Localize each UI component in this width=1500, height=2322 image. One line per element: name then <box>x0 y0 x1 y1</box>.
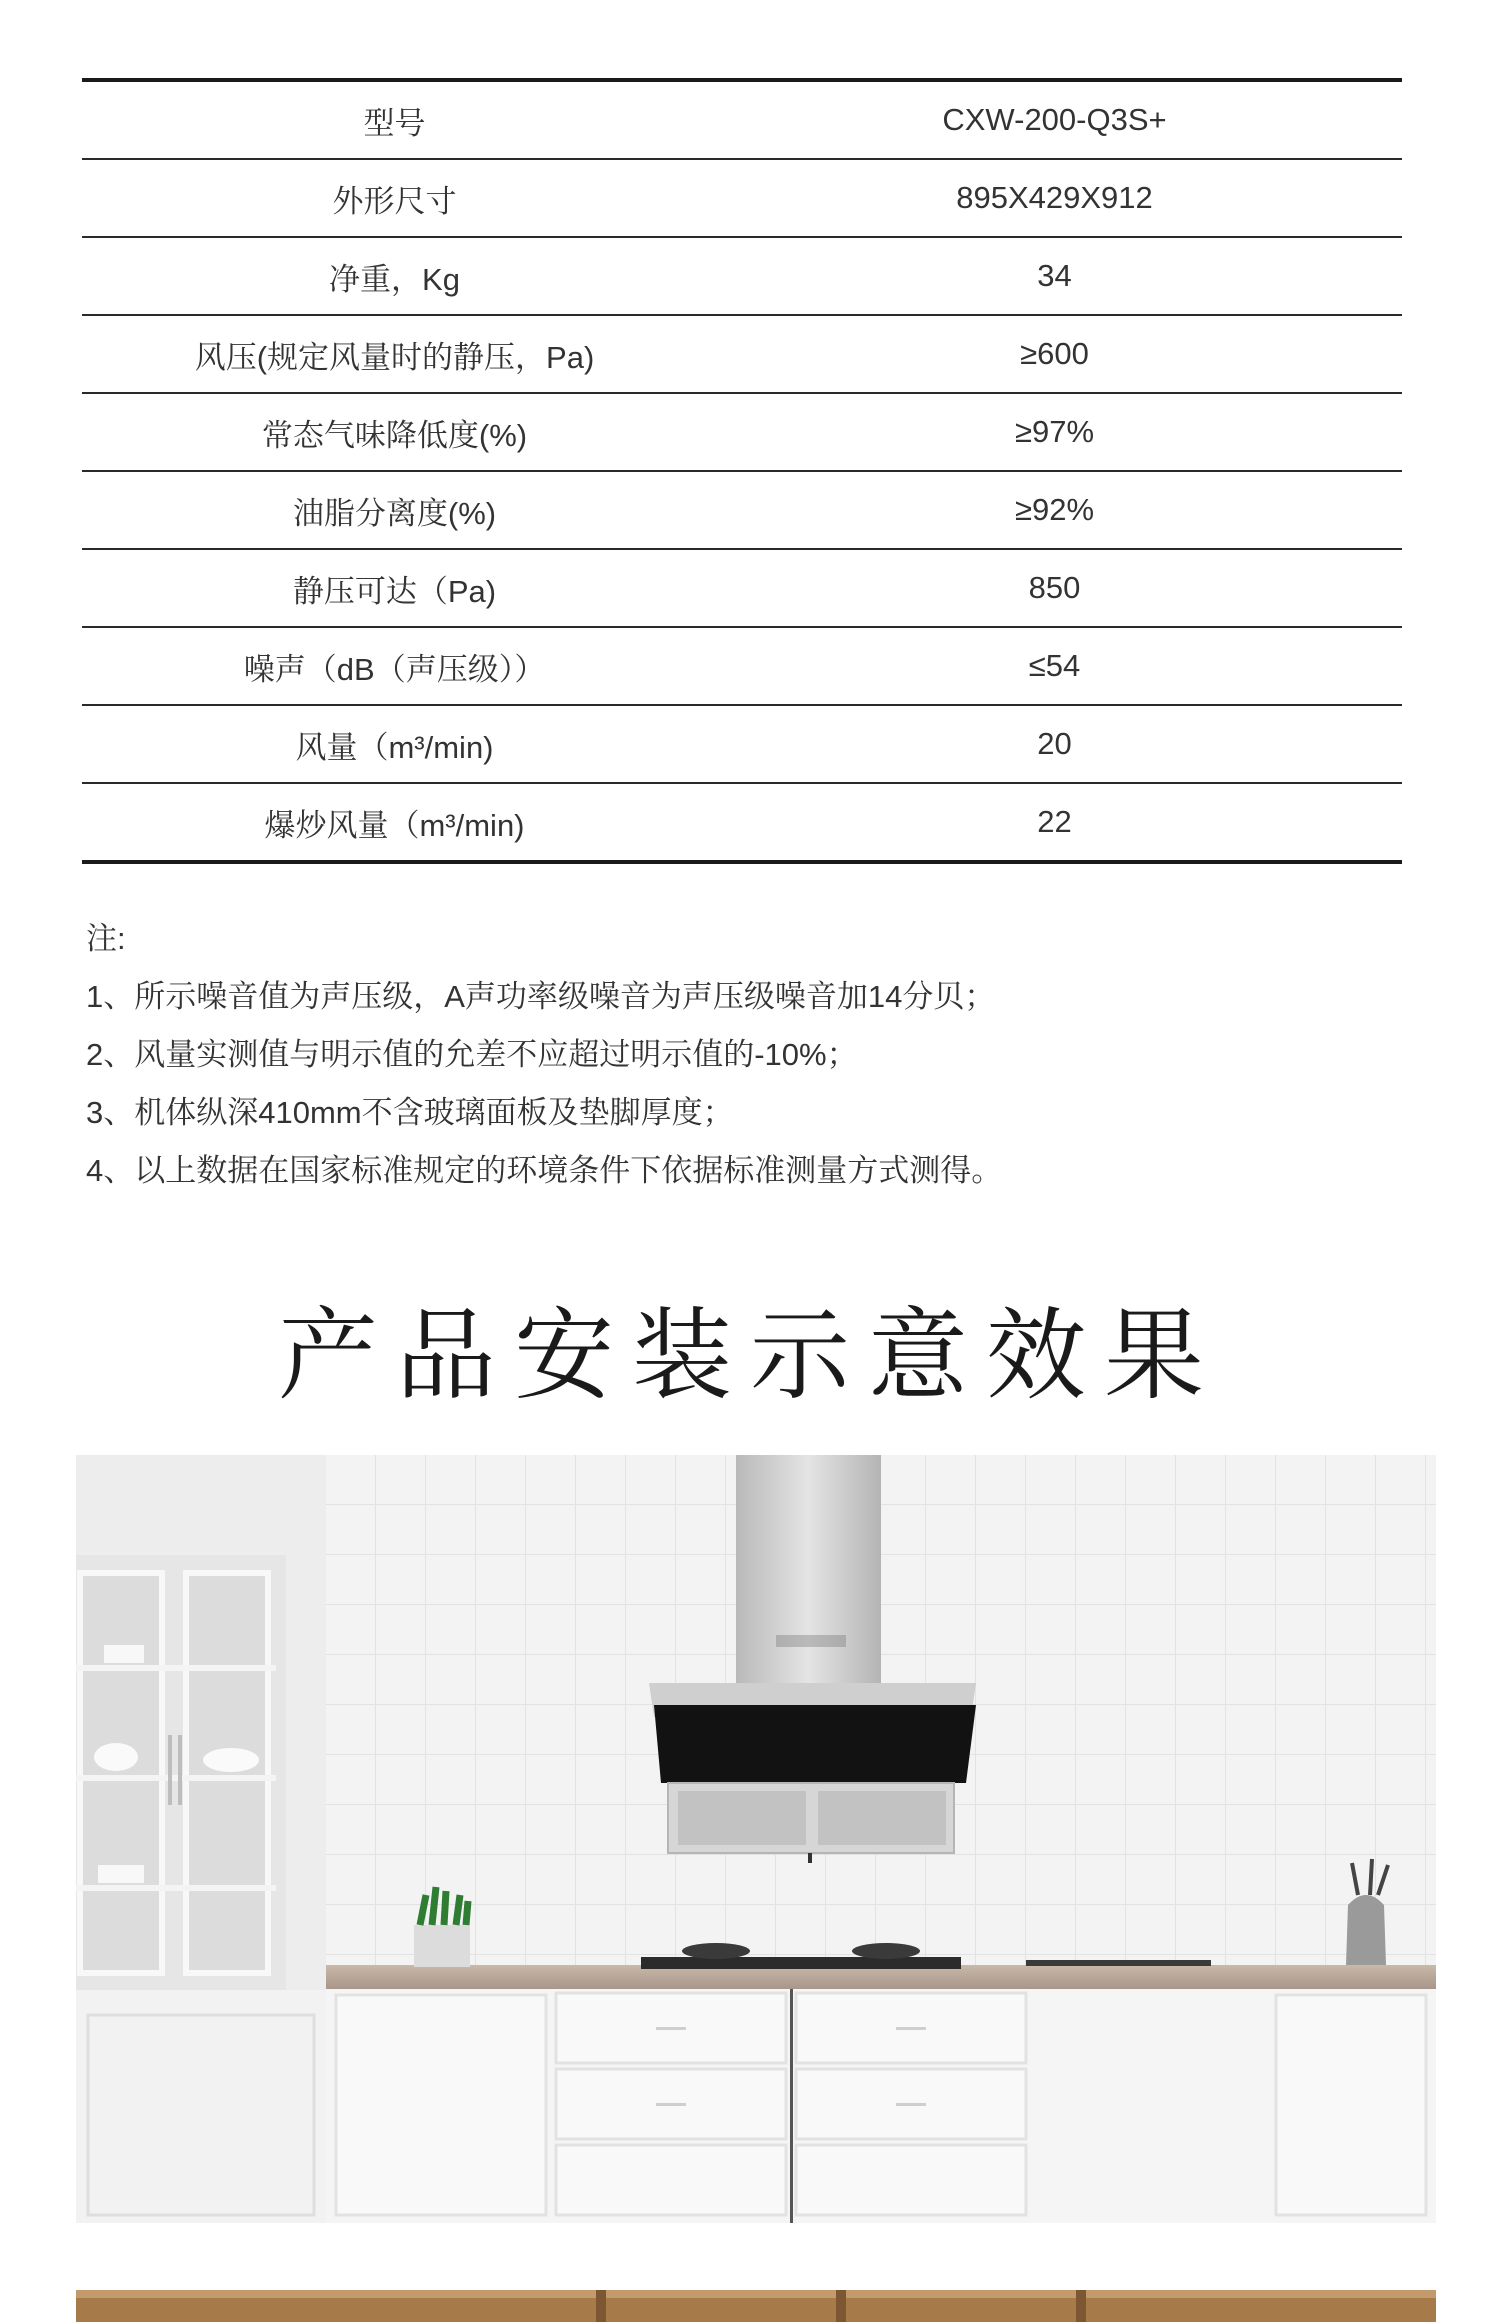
spec-table <box>82 78 1402 864</box>
notes-heading: 注: <box>86 921 126 956</box>
table-row <box>82 783 1402 862</box>
spec-value: 850 <box>707 549 1402 627</box>
spec-label: 静压可达（Pa) <box>82 549 707 627</box>
spec-value: ≤54 <box>707 627 1402 705</box>
spec-value: ≥600 <box>707 315 1402 393</box>
spec-label: 风压(规定风量时的静压，Pa) <box>82 315 707 393</box>
spec-value: 20 <box>707 705 1402 783</box>
countertop <box>326 1965 1436 2223</box>
spec-label: 风量（m³/min) <box>82 705 707 783</box>
table-row <box>82 705 1402 783</box>
kitchen-installation-image <box>76 1455 1436 2223</box>
spec-value: 895X429X912 <box>707 159 1402 237</box>
note-item: 3、机体纵深410mm不含玻璃面板及垫脚厚度； <box>86 1095 734 1130</box>
section-title: 产品安装示意效果 <box>278 1297 1222 1414</box>
note-item: 1、所示噪音值为声压级，A声功率级噪音为声压级噪音加14分贝； <box>86 979 996 1014</box>
table-row <box>82 237 1402 315</box>
spec-label: 爆炒风量（m³/min) <box>264 807 525 843</box>
table-row <box>82 159 1402 237</box>
table-row <box>82 393 1402 471</box>
table-row <box>82 80 1402 159</box>
note-item: 2、风量实测值与明示值的允差不应超过明示值的-10%； <box>86 1037 858 1072</box>
spec-label: 噪声（dB（声压级）） <box>82 627 707 705</box>
spec-label: 油脂分离度(%) <box>82 471 707 549</box>
next-image-strip <box>76 2290 1436 2322</box>
spec-value: 34 <box>707 237 1402 315</box>
table-row <box>82 627 1402 705</box>
table-row <box>82 471 1402 549</box>
spec-label: 型号 <box>82 80 707 159</box>
spec-value: ≥92% <box>707 471 1402 549</box>
note-item: 4、以上数据在国家标准规定的环境条件下依据标准测量方式测得。 <box>86 1153 1003 1188</box>
table-row <box>82 315 1402 393</box>
spec-label: 外形尺寸 <box>82 159 707 237</box>
glass-cabinet <box>76 1455 326 2223</box>
spec-label: 常态气味降低度(%) <box>82 393 707 471</box>
notes-block <box>86 910 1406 1200</box>
spec-value: 22 <box>1037 804 1072 839</box>
table-row <box>82 549 1402 627</box>
spec-label: 净重，Kg <box>82 237 707 315</box>
spec-value: ≥97% <box>707 393 1402 471</box>
spec-value: CXW-200-Q3S+ <box>707 80 1402 159</box>
